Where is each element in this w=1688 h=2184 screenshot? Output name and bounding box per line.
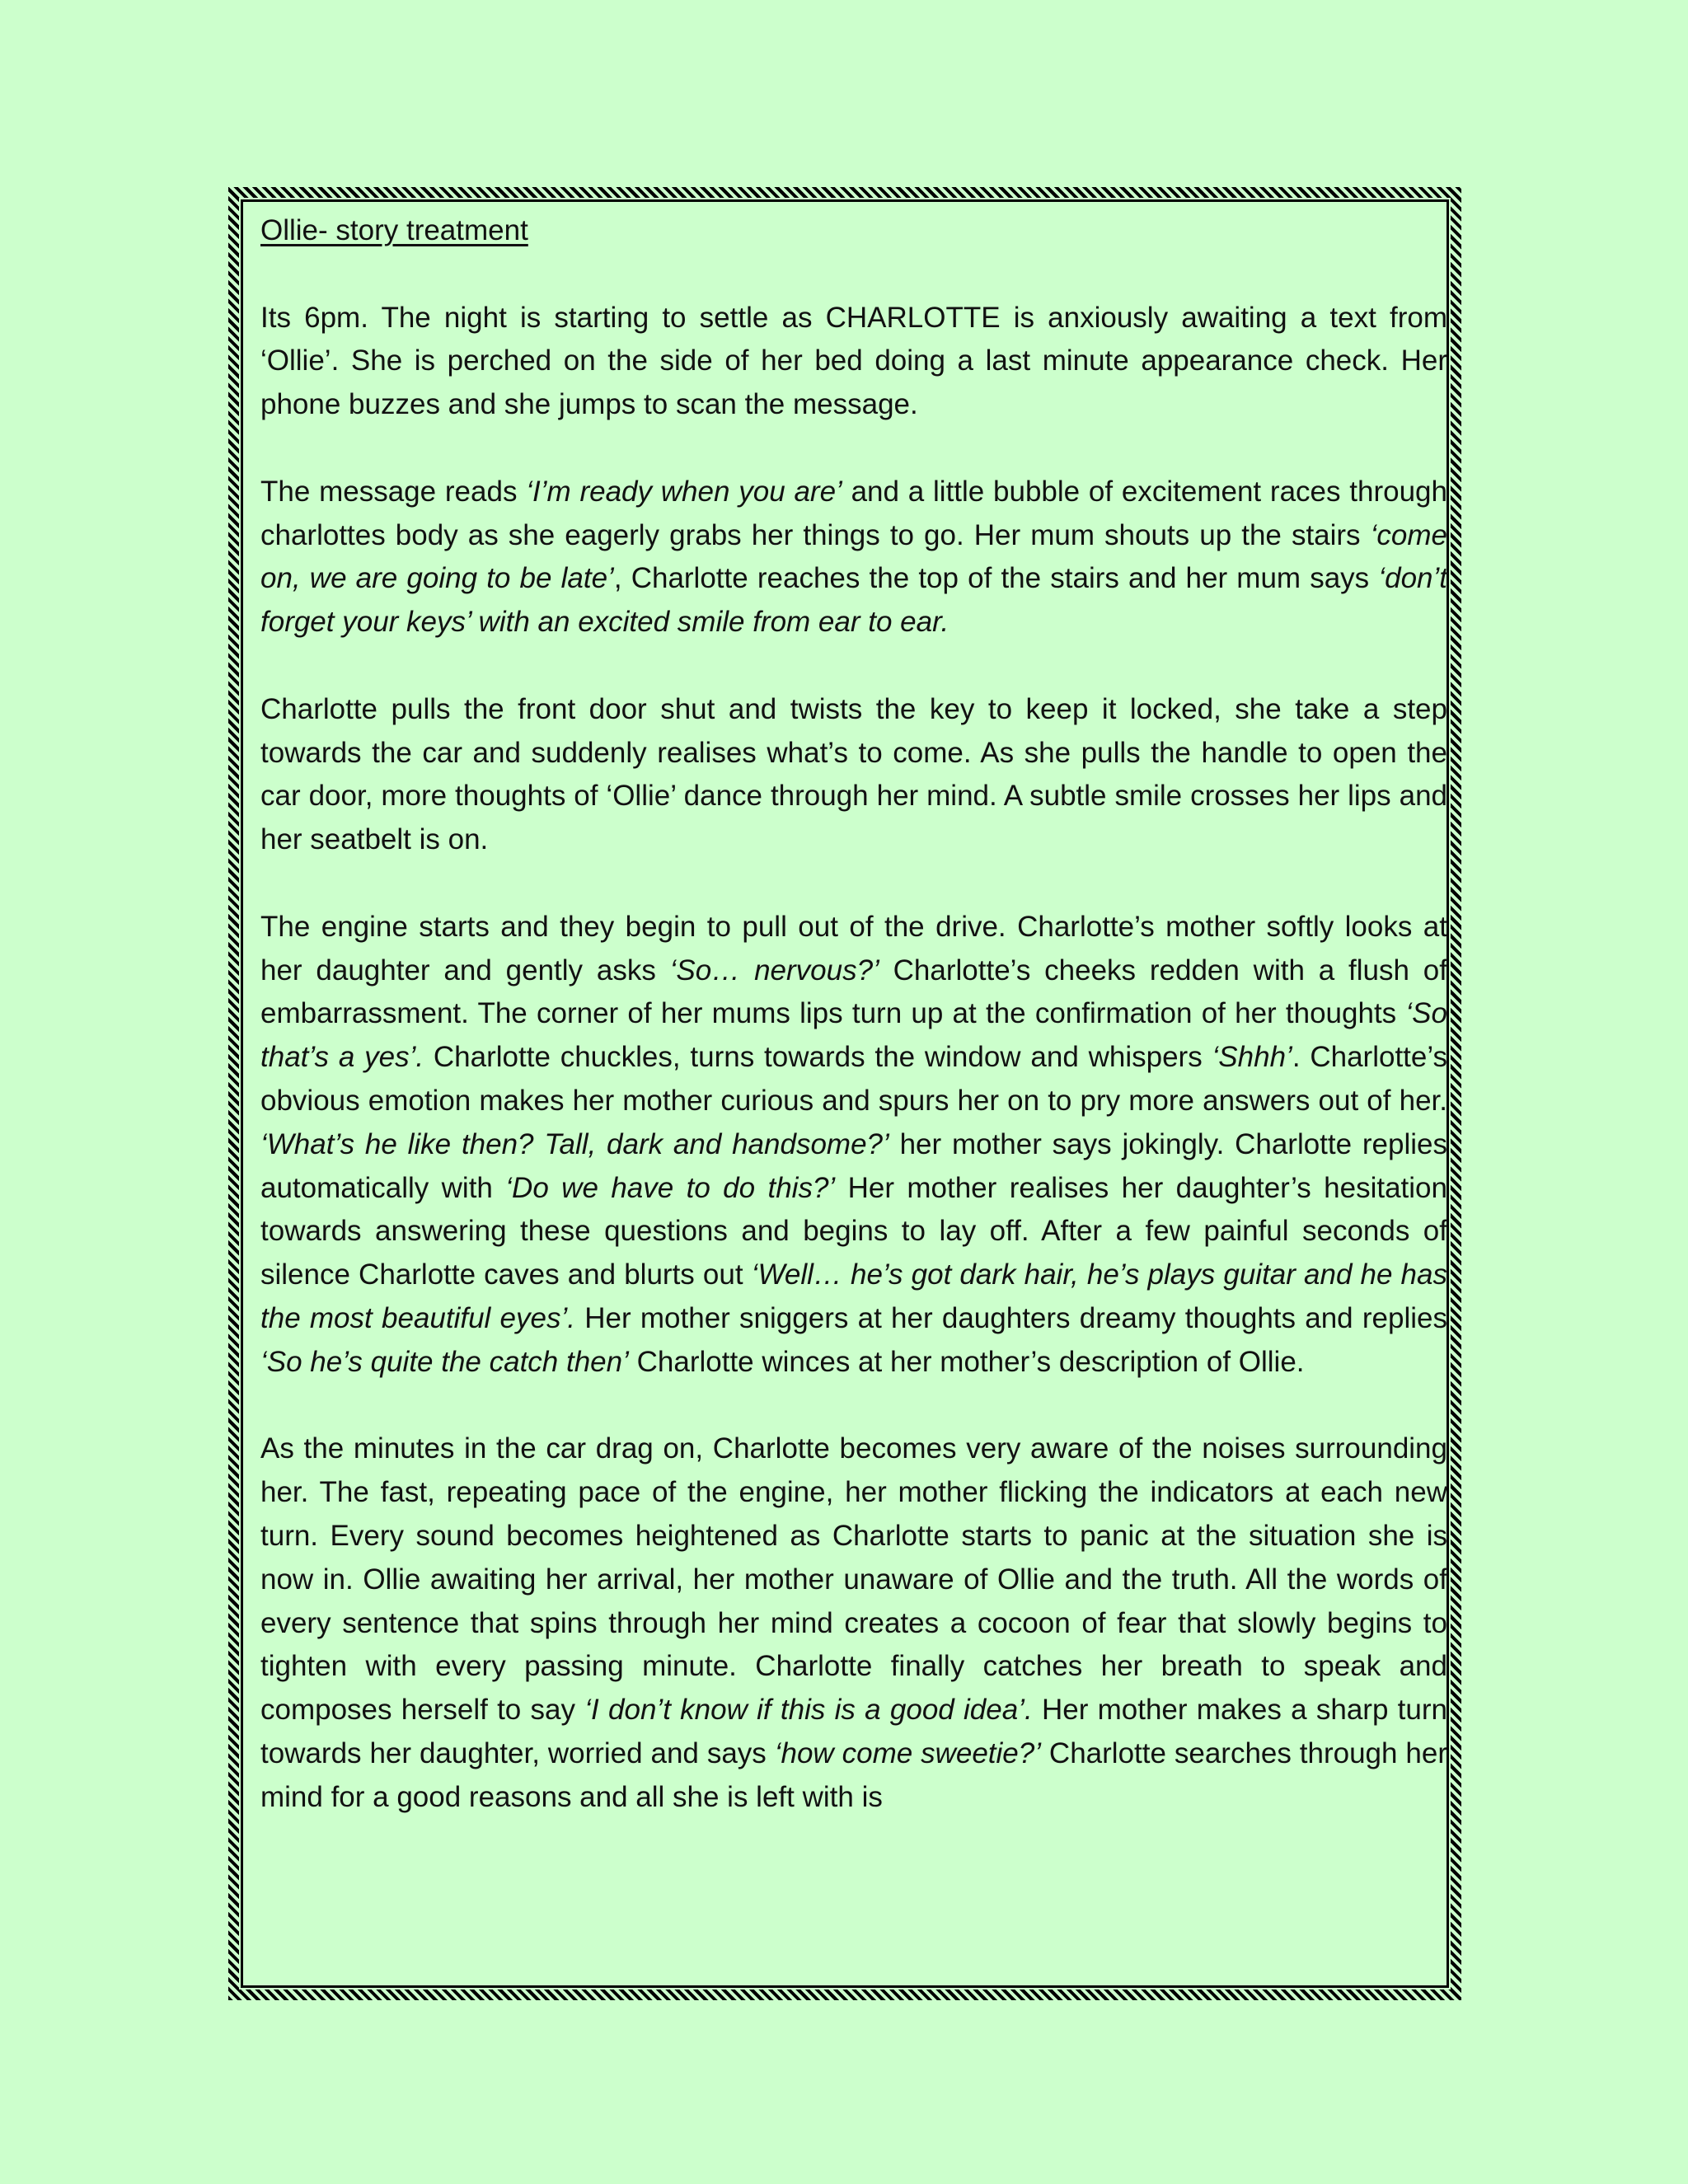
narrative-text: Charlotte pulls the front door shut and twists the key to keep it locked, she take a step towards the car and suddenly realises what’s to come. As she pulls the handle to open the car door, more thoughts of ‘Ollie’ dance through her mind. A subtle smile crosses her lips and her seatbelt is on. bbox=[260, 692, 1447, 856]
dialogue-quote: ‘So that’s a yes’. bbox=[260, 997, 1447, 1074]
dialogue-quote: ‘don’t forget your keys’ with an excited smile from ear to ear. bbox=[260, 562, 1447, 639]
narrative-text: Its 6pm. The night is starting to settle as CHARLOTTE is anxiously awaiting a text from ‘Ollie’. She is perched on the side of her bed doing a last minute appearance check. Her phone buzzes and she jumps to scan the message. bbox=[260, 301, 1447, 421]
story-paragraph bbox=[260, 297, 1447, 427]
dialogue-quote: ‘come on, we are going to be late’ bbox=[260, 518, 1447, 595]
dialogue-quote: ‘I don’t know if this is a good idea’. bbox=[584, 1694, 1033, 1727]
narrative-text: Charlotte chuckles, turns towards the window and whispers bbox=[424, 1041, 1212, 1074]
narrative-text: Charlotte winces at her mother’s description of Ollie. bbox=[628, 1345, 1305, 1378]
story-page-frame bbox=[228, 187, 1461, 2000]
story-paragraph bbox=[260, 1427, 1447, 1819]
narrative-text: Charlotte searches through her mind for a good reasons and all she is left with is bbox=[260, 1736, 1447, 1813]
dialogue-quote: ‘What’s he like then? Tall, dark and handsome?’ bbox=[260, 1127, 889, 1160]
narrative-text: her mother says jokingly. Charlotte replies automatically with bbox=[260, 1127, 1447, 1204]
narrative-text: Her mother sniggers at her daughters dreamy thoughts and replies bbox=[575, 1301, 1447, 1334]
narrative-text: Her mother realises her daughter’s hesitation towards answering these questions and begins to lay off. After a few painful seconds of silence Charlotte caves and blurts out bbox=[260, 1171, 1447, 1291]
document-title: Ollie- story treatment bbox=[260, 214, 528, 246]
narrative-text: and a little bubble of excitement races through charlottes body as she eagerly grabs her things to go. Her mum shouts up the stairs bbox=[260, 475, 1447, 551]
narrative-text: , Charlotte reaches the top of the stairs and her mum says bbox=[613, 562, 1379, 595]
narrative-text: The engine starts and they begin to pull out of the drive. Charlotte’s mother softly looks at her daughter and gently asks bbox=[260, 910, 1447, 987]
dialogue-quote: ‘how come sweetie?’ bbox=[774, 1736, 1042, 1769]
narrative-text: The message reads bbox=[260, 475, 527, 508]
story-paragraph bbox=[260, 906, 1447, 1385]
dialogue-quote: ‘Do we have to do this?’ bbox=[505, 1171, 836, 1204]
dialogue-quote: ‘I’m ready when you are’ bbox=[526, 475, 842, 508]
dialogue-quote: ‘So he’s quite the catch then’ bbox=[260, 1345, 629, 1378]
dialogue-quote: ‘Shhh’ bbox=[1212, 1041, 1292, 1074]
dialogue-quote: ‘Well… he’s got dark hair, he’s plays guitar and he has the most beautiful eyes’. bbox=[260, 1258, 1447, 1334]
narrative-text: As the minutes in the car drag on, Charlotte becomes very aware of the noises surrounding her. The fast, repeating pace of the engine, her mother flicking the indicators at each new turn. Every sound becomes heightened as Charlotte starts to panic at the situation she is now in. Ollie awaiting her arrival, her mother unaware of Ollie and the truth. All the words of every sentence that spins through her mind creates a cocoon of fear that slowly begins to tighten with every passing minute. Charlotte finally catches her breath to speak and composes herself to say bbox=[260, 1432, 1447, 1727]
dialogue-quote: ‘So… nervous?’ bbox=[669, 954, 879, 987]
narrative-text: Charlotte’s cheeks redden with a flush of embarrassment. The corner of her mums lips turn up at the confirmation of her thoughts bbox=[260, 954, 1447, 1030]
story-content bbox=[260, 209, 1447, 1819]
narrative-text: Her mother makes a sharp turn towards her daughter, worried and says bbox=[260, 1694, 1447, 1769]
story-paragraph bbox=[260, 471, 1447, 644]
story-paragraph bbox=[260, 688, 1447, 862]
narrative-text: . Charlotte’s obvious emotion makes her mother curious and spurs her on to pry more answers out of her. bbox=[260, 1041, 1448, 1117]
story-paragraphs bbox=[260, 297, 1447, 1820]
